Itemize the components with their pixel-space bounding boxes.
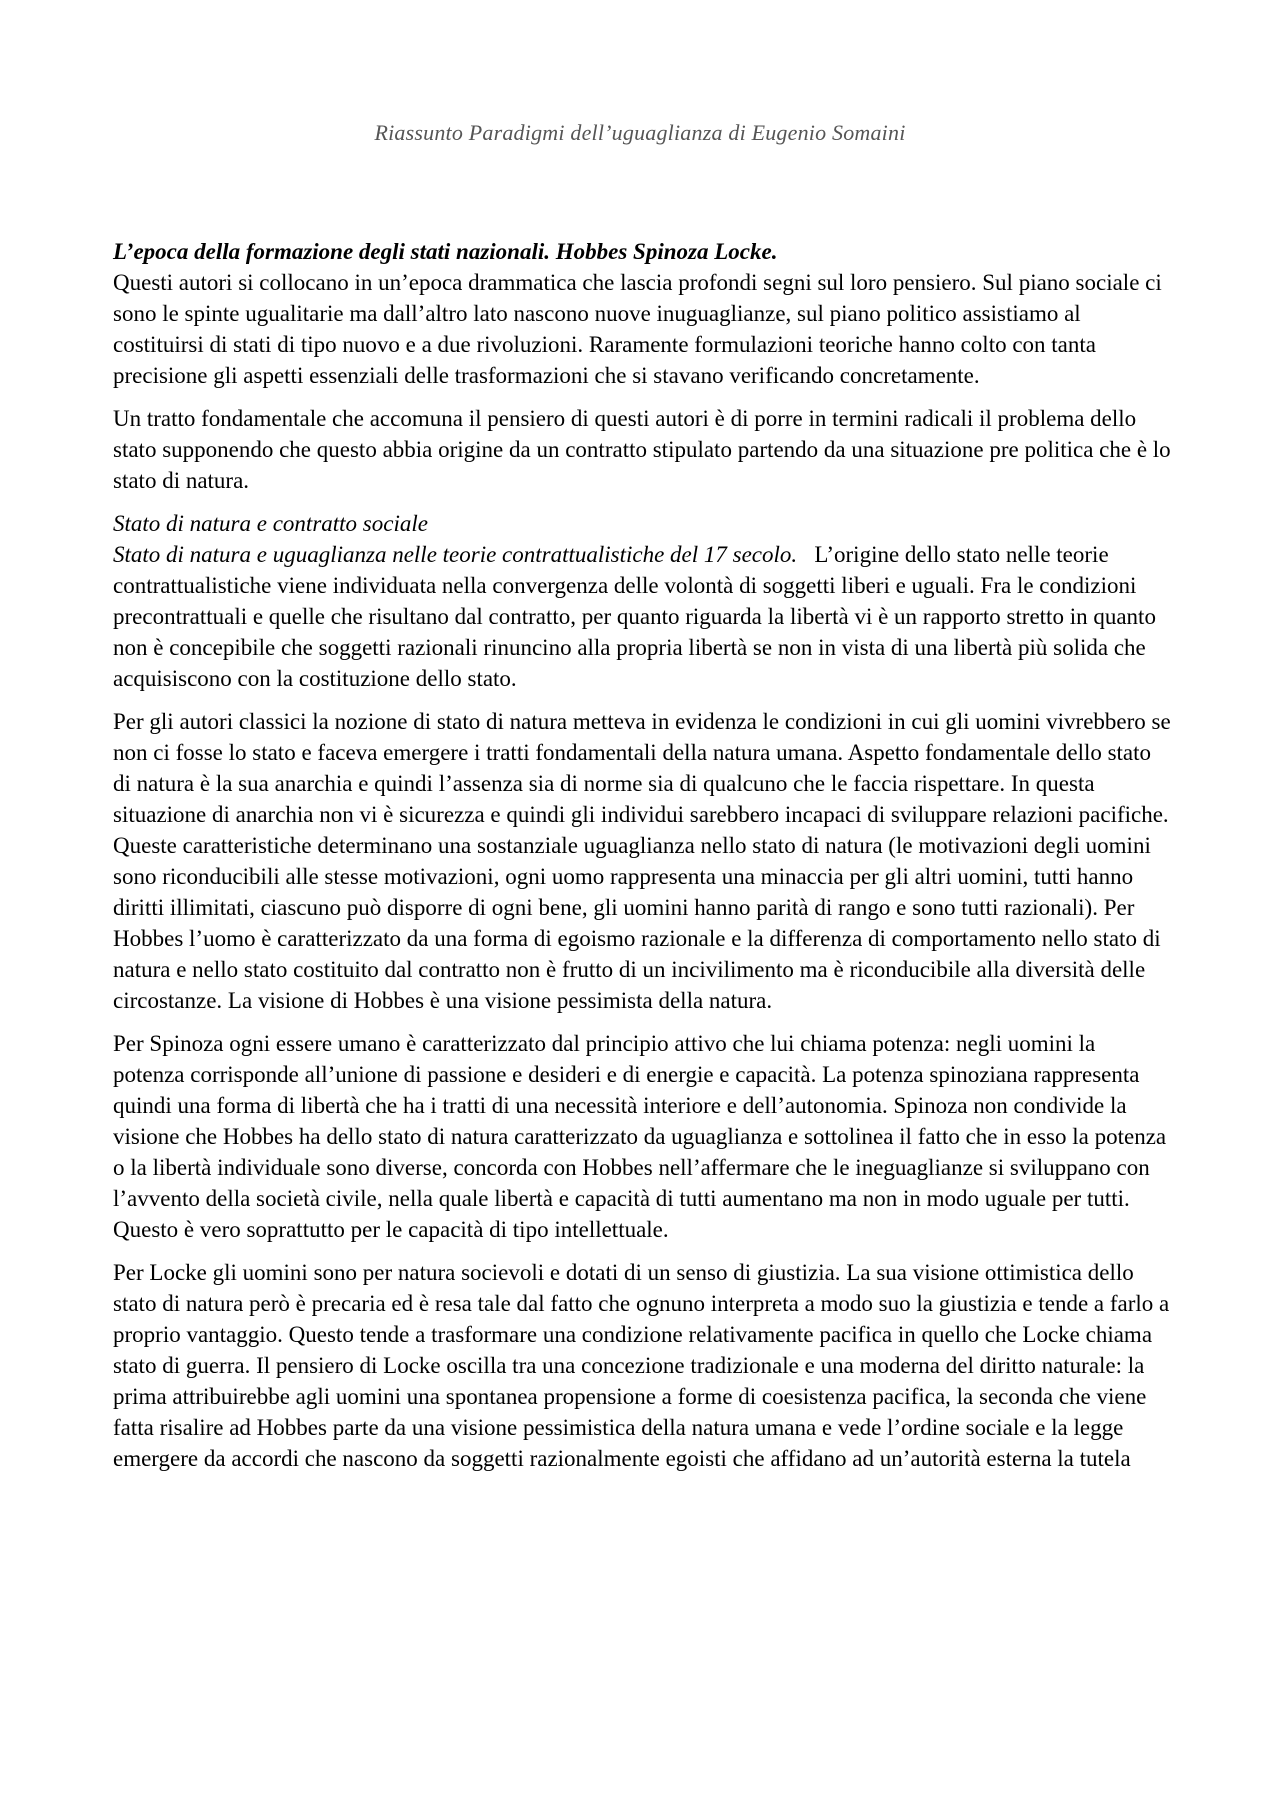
section-intro-block bbox=[113, 236, 1171, 391]
document-body bbox=[113, 236, 1171, 1486]
intro-paragraph: Questi autori si collocano in un’epoca drammatica che lascia profondi segni sul loro pensiero. Sul piano sociale ci sono le spinte ugualitarie ma dall’altro lato nascono nuove inuguaglianze, sul piano politico assistiamo al costituirsi di stati di tipo nuovo e a due rivoluzioni. Raramente formulazioni teoriche hanno colto con tanta precisione gli aspetti essenziali delle trasformazioni che si stavano verificando concretamente. bbox=[113, 270, 1162, 388]
section-title: L’epoca della formazione degli stati nazionali. Hobbes Spinoza Locke. bbox=[113, 239, 778, 264]
paragraph-5: Per Spinoza ogni essere umano è caratterizzato dal principio attivo che lui chiama potenza: negli uomini la potenza corrisponde all’unione di passione e desideri e di energie e capacità. La potenza spinoziana rappresenta quindi una forma di libertà che ha i tratti di una necessità interiore e dell’autonomia. Spinoza non condivide la visione che Hobbes ha dello stato di natura caratterizzato da uguaglianza e sottolinea il fatto che in esso la potenza o la libertà individuale sono diverse, concorda con Hobbes nell’affermare che le ineguaglianze si sviluppano con l’avvento della società civile, nella quale libertà e capacità di tutti aumentano ma non in modo uguale per tutti. Questo è vero soprattutto per le capacità di tipo intellettuale. bbox=[113, 1031, 1167, 1242]
subsection-block bbox=[113, 508, 1171, 694]
subheading: Stato di natura e contratto sociale bbox=[113, 511, 428, 536]
paragraph-2: Un tratto fondamentale che accomuna il pensiero di questi autori è di porre in termini radicali il problema dello stato supponendo che questo abbia origine da un contratto stipulato partendo da una situazione pre politica che è lo stato di natura. bbox=[113, 406, 1171, 493]
paragraph-3: L’origine dello stato nelle teorie contrattualistiche viene individuata nella convergenza delle volontà di soggetti liberi e uguali. Fra le condizioni precontrattuali e quelle che risultano dal contratto, per quanto riguarda la libertà vi è un rapporto stretto in quanto non è concepibile che soggetti razionali rinuncino alla propria libertà se non in vista di una libertà più solida che acquisiscono con la costituzione dello stato. bbox=[113, 542, 1162, 691]
page-header: Riassunto Paradigmi dell’uguaglianza di Eugenio Somaini bbox=[374, 120, 906, 145]
paragraph-4: Per gli autori classici la nozione di stato di natura metteva in evidenza le condizioni in cui gli uomini vivrebbero se non ci fosse lo stato e faceva emergere i tratti fondamentali della natura umana. Aspetto fondamentale dello stato di natura è la sua anarchia e quindi l’assenza sia di norme sia di qualcuno che le faccia rispettare. In questa situazione di anarchia non vi è sicurezza e quindi gli individui sarebbero incapaci di sviluppare relazioni pacifiche. Queste caratteristiche determinano una sostanziale uguaglianza nello stato di natura (le motivazioni degli uomini sono riconducibili alle stesse motivazioni, ogni uomo rappresenta una minaccia per gli altri uomini, tutti hanno diritti illimitati, ciascuno può disporre di ogni bene, gli uomini hanno parità di rango e sono tutti razionali). Per Hobbes l’uomo è caratterizzato da una forma di egoismo razionale e la differenza di comportamento nello stato di natura e nello stato costituito dal contratto non è frutto di un incivilimento ma è riconducibile alla diversità delle circostanze. La visione di Hobbes è una visione pessimista della natura. bbox=[113, 709, 1171, 1013]
subheading-2: Stato di natura e uguaglianza nelle teorie contrattualistiche del 17 secolo. bbox=[113, 542, 798, 567]
paragraph-6: Per Locke gli uomini sono per natura socievoli e dotati di un senso di giustizia. La sua visione ottimistica dello stato di natura però è precaria ed è resa tale dal fatto che ognuno interpreta a modo suo la giustizia e tende a farlo a proprio vantaggio. Questo tende a trasformare una condizione relativamente pacifica in quello che Locke chiama stato di guerra. Il pensiero di Locke oscilla tra una concezione tradizionale e una moderna del diritto naturale: la prima attribuirebbe agli uomini una spontanea propensione a forme di coesistenza pacifica, la seconda che viene fatta risalire ad Hobbes parte da una visione pessimistica della natura umana e vede l’ordine sociale e la legge emergere da accordi che nascono da soggetti razionalmente egoisti che affidano ad un’autorità esterna la tutela bbox=[113, 1260, 1170, 1471]
